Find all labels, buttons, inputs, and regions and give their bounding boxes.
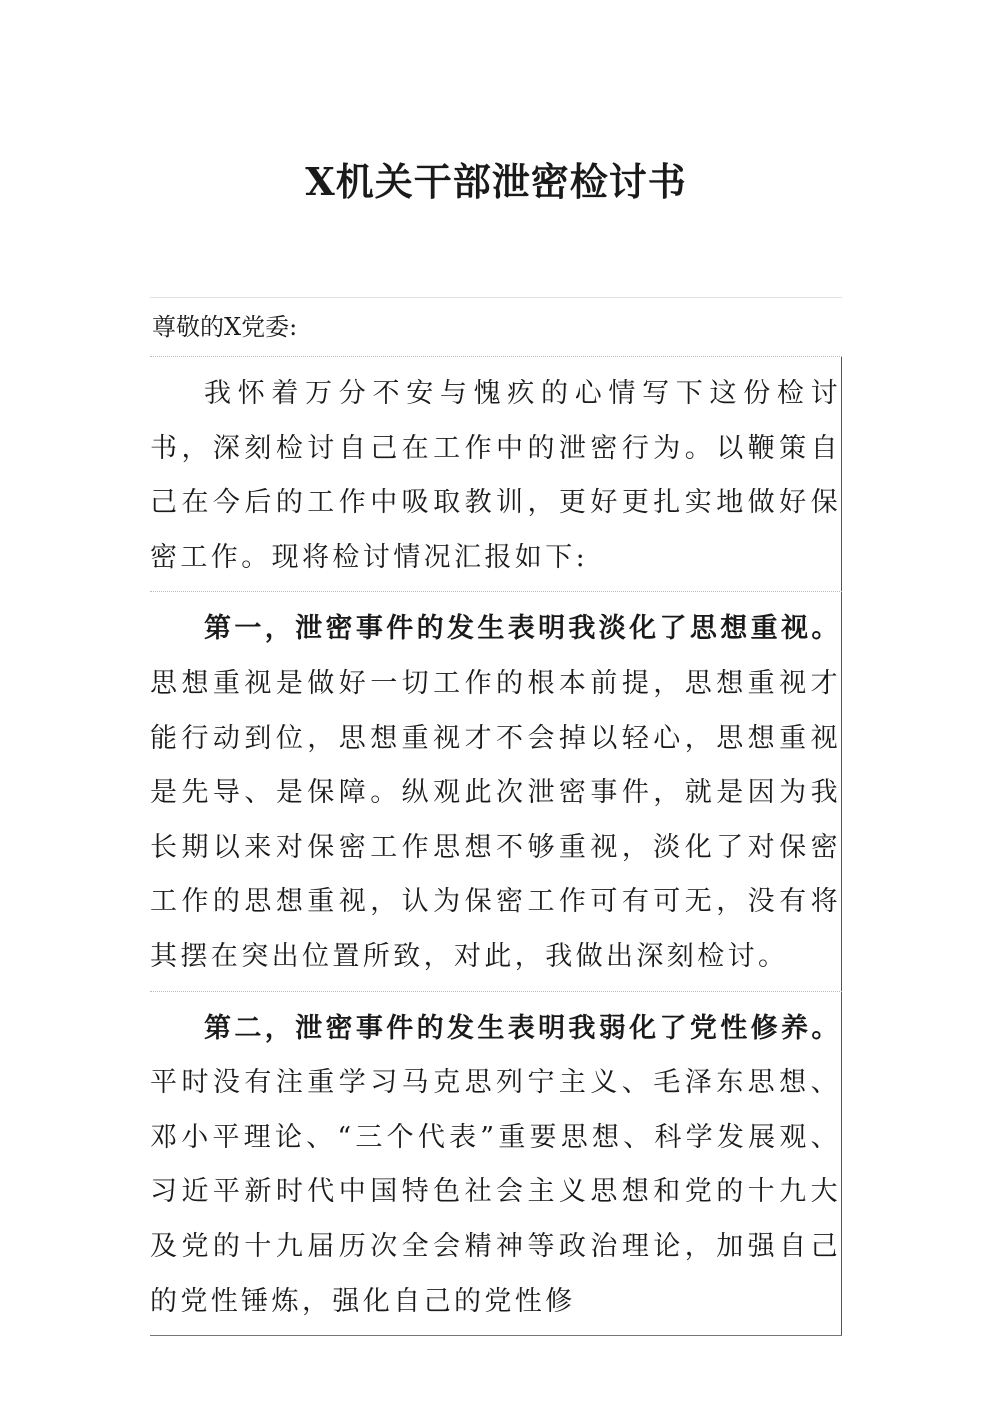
section-two-heading: 第二，泄密事件的发生表明我弱化了党性修养。: [204, 1012, 841, 1044]
section-one-text: 思想重视是做好一切工作的根本前提，思想重视才能行动到位，思想重视才不会掉以轻心，思想重视是先导、是保障。纵观此次泄密事件，就是因为我长期以来对保密工作思想不够重视，淡化了对保密工作的思想重视，认为保密工作可有可无，没有将其摆在突出位置所致，对此，我做出深刻检讨。: [150, 667, 841, 972]
salutation: 尊敬的X党委:: [152, 313, 298, 341]
document-title: X机关干部泄密检讨书: [305, 159, 687, 204]
bottom-rule: [150, 1335, 842, 1336]
section-one-paragraph: [150, 592, 842, 990]
intro-paragraph: 我怀着万分不安与愧疚的心情写下这份检讨书，深刻检讨自己在工作中的泄密行为。以鞭策自己在今后的工作中吸取教训，更好更扎实地做好保密工作。现将检讨情况汇报如下:: [150, 357, 842, 591]
section-one-heading: 第一，泄密事件的发生表明我淡化了思想重视。: [204, 613, 841, 645]
section-two-paragraph: [150, 992, 842, 1336]
document-body: [150, 297, 842, 1336]
section-two-text: 平时没有注重学习马克思列宁主义、毛泽东思想、邓小平理论、“三个代表”重要思想、科学发展观、习近平新时代中国特色社会主义思想和党的十九大及党的十九届历次全会精神等政治理论，加强自己的党性锤炼，强化自己的党性修: [150, 1067, 841, 1317]
